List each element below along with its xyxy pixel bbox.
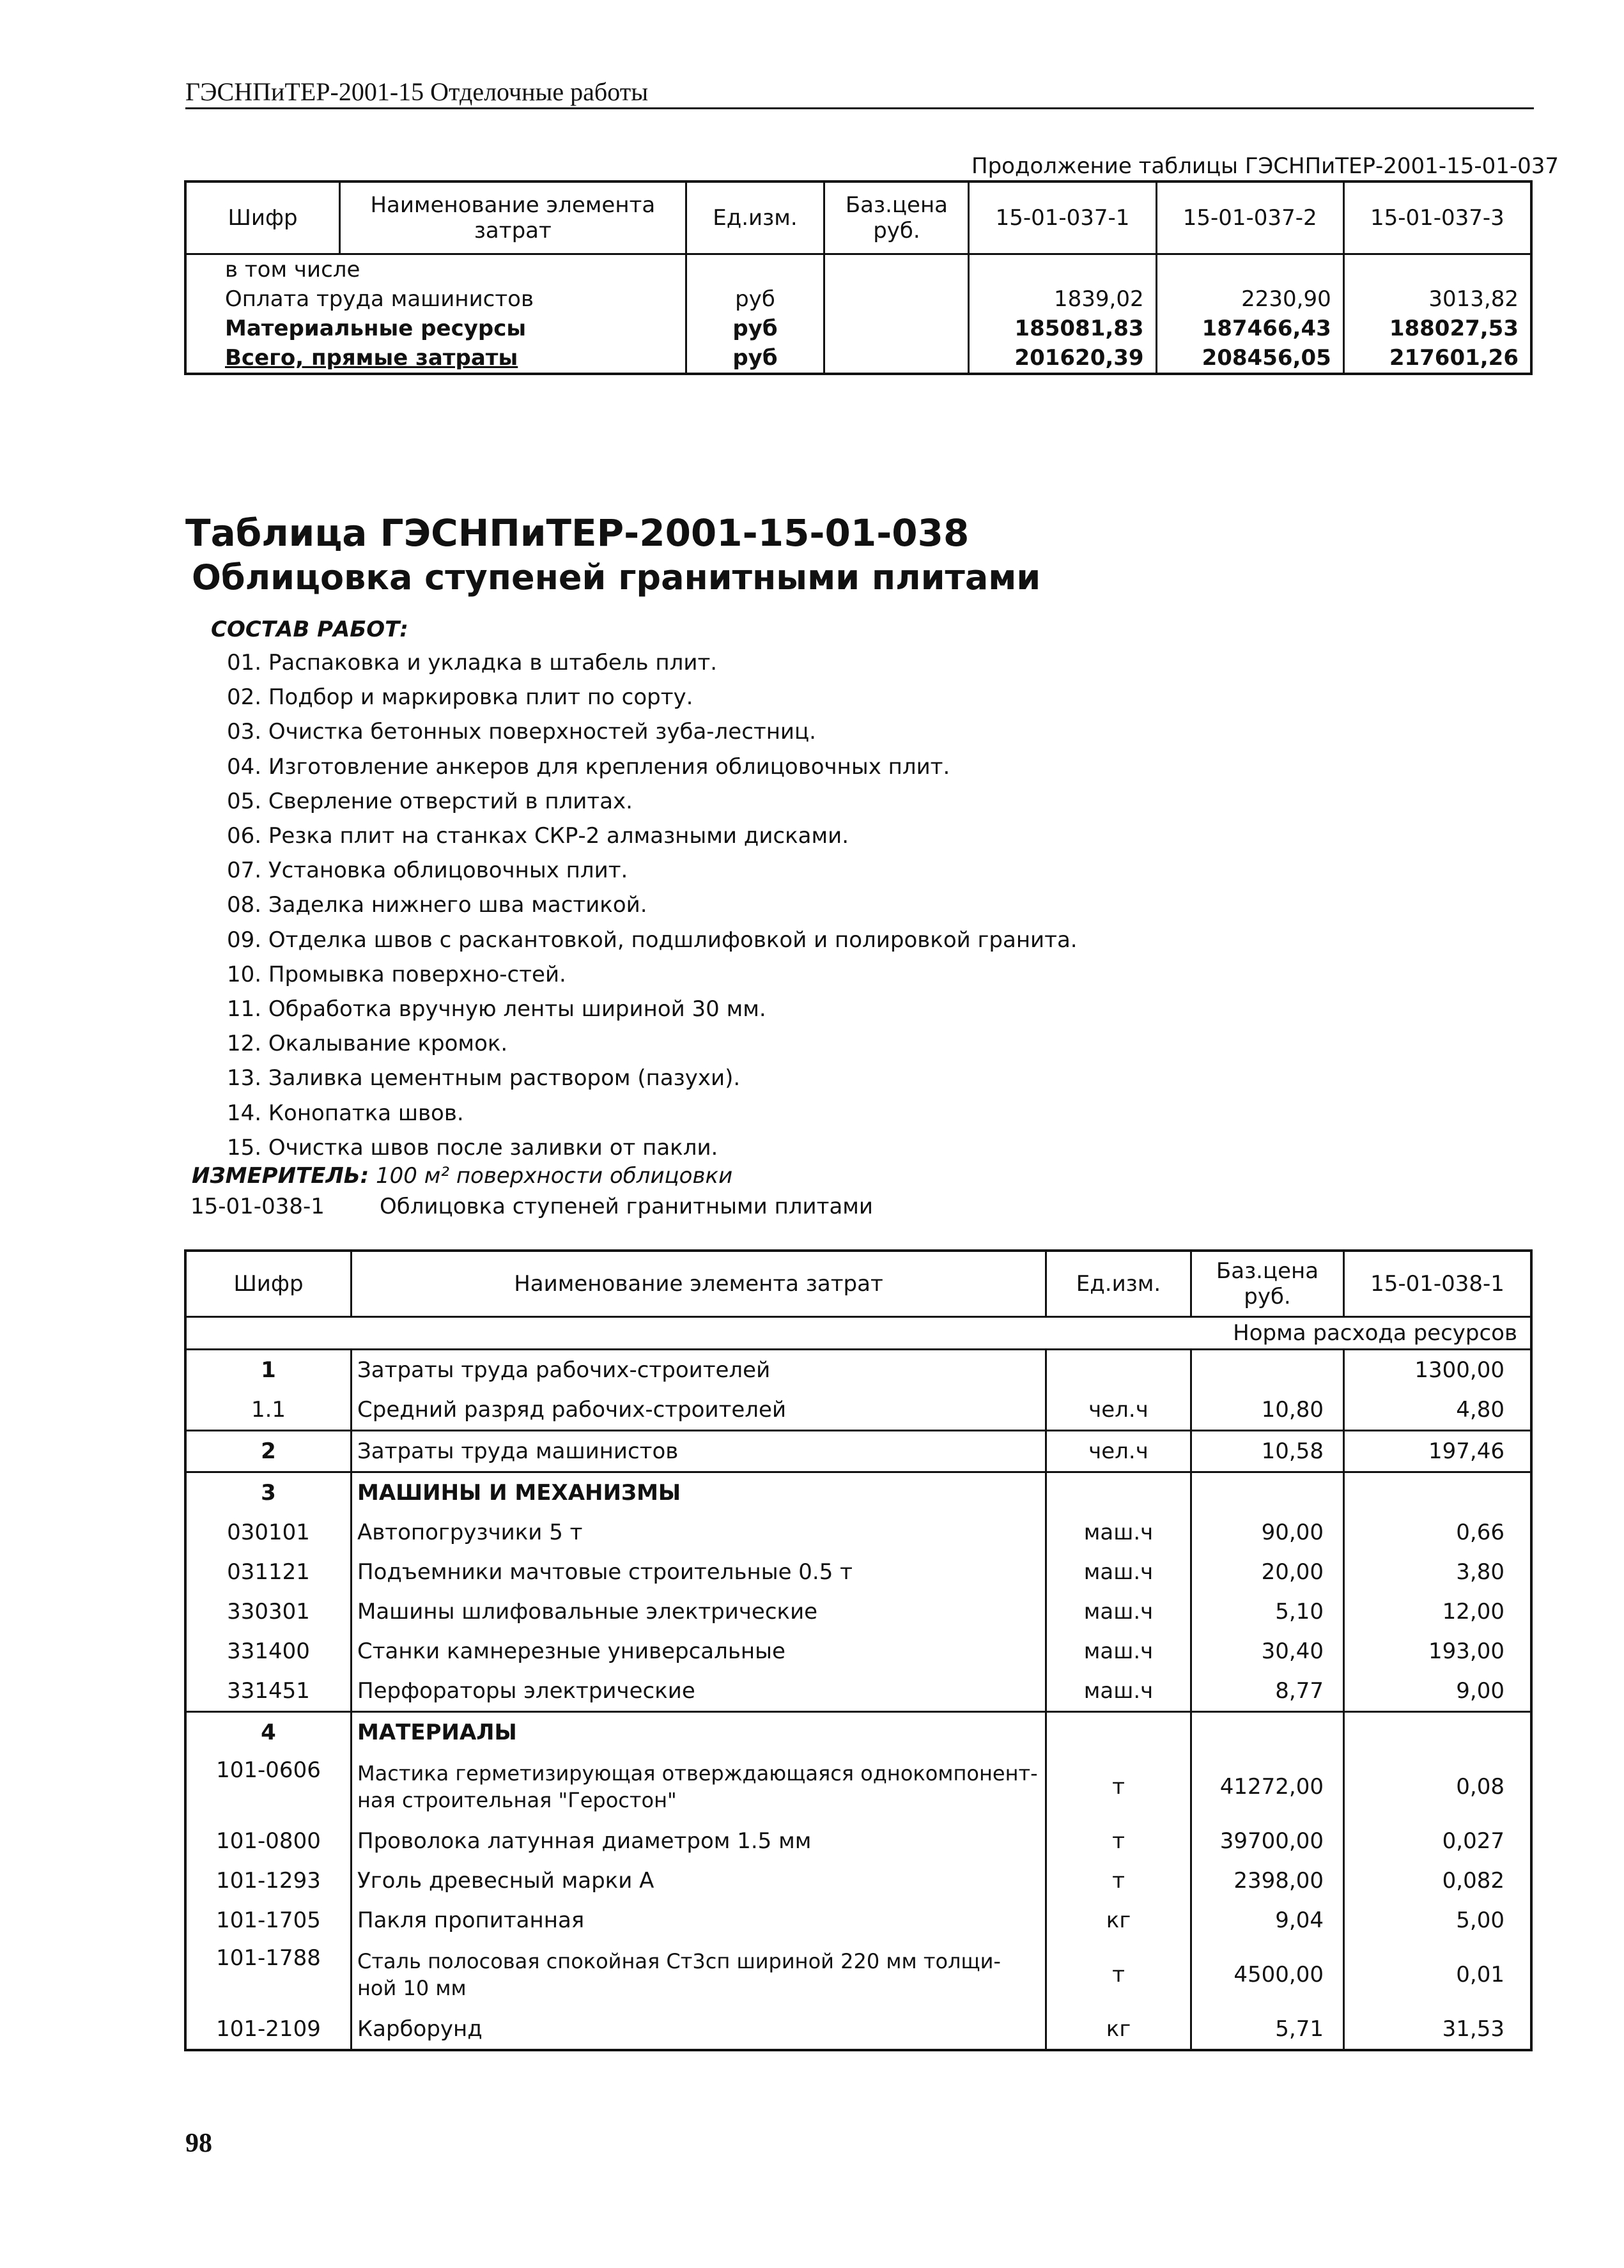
value-cell: 187466,43 (1156, 314, 1343, 343)
list-item: 04. Изготовление анкеров для крепления облицовочных плит. (227, 753, 950, 780)
list-item: 03. Очистка бетонных поверхностей зуба-лестниц. (227, 719, 816, 745)
unit-cell: руб (686, 314, 824, 343)
table-row: 101-2109 Карборунд кг 5,71 31,53 (185, 2009, 1531, 2050)
list-item: 13. Заливка цементным раствором (пазухи). (227, 1065, 741, 1092)
section-row: 3 МАШИНЫ И МЕХАНИЗМЫ (185, 1472, 1531, 1513)
row-label: Оплата труда машинистов (185, 284, 686, 314)
unit-cell: руб (686, 284, 824, 314)
list-item: 15. Очистка швов после заливки от пакли. (227, 1134, 718, 1161)
row-label: Материальные ресурсы (185, 314, 686, 343)
table-row (185, 343, 1531, 374)
value-cell: 3013,82 (1343, 284, 1531, 314)
continuation-table (184, 180, 1533, 375)
page-number: 98 (185, 2129, 212, 2158)
list-item: 11. Обработка вручную ленты шириной 30 мм. (227, 996, 766, 1022)
table-row: 1.1 Средний разряд рабочих-строителей чел.ч 10,80 4,80 (185, 1390, 1531, 1431)
table-row: 331400 Станки камнерезные универсальные маш.ч 30,40 193,00 (185, 1632, 1531, 1671)
row-label: Всего, прямые затраты (185, 343, 686, 374)
table-title: Таблица ГЭСНПиТЕР-2001-15-01-038 (185, 511, 970, 555)
resource-table (184, 1249, 1533, 2051)
table-row: 101-1788 Сталь полосовая спокойная Ст3сп шириной 220 мм толщи-ной 10 мм т 4500,00 0,01 (185, 1940, 1531, 2009)
unit-cell: руб (686, 343, 824, 374)
list-item: 06. Резка плит на станках СКР-2 алмазными дисками. (227, 823, 849, 849)
column-header: Ед.изм. (686, 181, 824, 254)
value-cell: 208456,05 (1156, 343, 1343, 374)
table-row: 330301 Машины шлифовальные электрические маш.ч 5,10 12,00 (185, 1592, 1531, 1632)
column-header: 15-01-038-1 (1344, 1251, 1532, 1317)
column-header: Шифр (185, 181, 340, 254)
column-header: Наименование элемента затрат (352, 1251, 1046, 1317)
value-cell: 1839,02 (969, 284, 1156, 314)
table-row: 030101 Автопогрузчики 5 т маш.ч 90,00 0,66 (185, 1513, 1531, 1552)
norm-caption: Норма расхода ресурсов (185, 1317, 1531, 1350)
table-row: 2 Затраты труда машинистов чел.ч 10,58 197,46 (185, 1431, 1531, 1472)
measure-value: 100 м² поверхности облицовки (376, 1163, 733, 1189)
table-row: 031121 Подъемники мачтовые строительные 0.5 т маш.ч 20,00 3,80 (185, 1552, 1531, 1592)
column-header: 15-01-037-1 (969, 181, 1156, 254)
table-row (185, 314, 1531, 343)
value-cell: 2230,90 (1156, 284, 1343, 314)
table-header-row (185, 1251, 1531, 1317)
value-cell: 185081,83 (969, 314, 1156, 343)
table-row: 331451 Перфораторы электрические маш.ч 8,77 9,00 (185, 1671, 1531, 1712)
table-row: 101-0606 Мастика герметизирующая отверждающаяся однокомпонент-ная строительная "Героcтон" т 41272,00 0,08 (185, 1752, 1531, 1821)
table-row (185, 284, 1531, 314)
column-header: Наименование элемента затрат (340, 181, 686, 254)
column-header: 15-01-037-2 (1156, 181, 1343, 254)
column-header: 15-01-037-3 (1343, 181, 1531, 254)
row-label: в том числе (185, 254, 686, 285)
measure-line (192, 1163, 732, 1189)
column-header: Баз.цена руб. (1191, 1251, 1344, 1317)
list-item: 05. Сверление отверстий в плитах. (227, 788, 633, 814)
table-row: 101-1705 Пакля пропитанная кг 9,04 5,00 (185, 1901, 1531, 1940)
measure-label: ИЗМЕРИТЕЛЬ: (192, 1163, 369, 1189)
column-header: Шифр (185, 1251, 352, 1317)
column-header: Ед.изм. (1046, 1251, 1191, 1317)
composition-label: СОСТАВ РАБОТ: (211, 617, 408, 642)
table-header-row (185, 181, 1531, 254)
item-code: 15-01-038-1 (190, 1194, 325, 1219)
running-head: ГЭСНПиТЕР-2001-15 Отделочные работы (185, 77, 649, 106)
list-item: 10. Промывка поверхно-стей. (227, 961, 566, 987)
continuation-caption: Продолжение таблицы ГЭСНПиТЕР-2001-15-01-037 (971, 153, 1559, 179)
list-item: 14. Конопатка швов. (227, 1100, 464, 1126)
list-item: 01. Распаковка и укладка в штабель плит. (227, 650, 718, 675)
column-header: Баз.цена руб. (824, 181, 969, 254)
header-rule (185, 107, 1534, 109)
value-cell: 188027,53 (1343, 314, 1531, 343)
item-name: Облицовка ступеней гранитными плитами (380, 1194, 874, 1219)
list-item: 09. Отделка швов с раскантовкой, подшлифовкой и полировкой гранита. (227, 927, 1078, 953)
table-row: 101-0800 Проволока латунная диаметром 1.5 мм т 39700,00 0,027 (185, 1821, 1531, 1861)
unit-cell (686, 254, 824, 285)
table-row (185, 254, 1531, 285)
table-subtitle: Облицовка ступеней гранитными плитами (192, 557, 1041, 598)
list-item: 12. Окалывание кромок. (227, 1031, 508, 1057)
list-item: 02. Подбор и маркировка плит по сорту. (227, 684, 693, 711)
table-row: 1 Затраты труда рабочих-строителей 1300,00 (185, 1350, 1531, 1391)
value-cell: 201620,39 (969, 343, 1156, 374)
section-row: 4 МАТЕРИАЛЫ (185, 1712, 1531, 1753)
table-row: 101-1293 Уголь древесный марки А т 2398,00 0,082 (185, 1861, 1531, 1901)
code-line (190, 1194, 874, 1219)
list-item: 07. Установка облицовочных плит. (227, 858, 628, 884)
value-cell: 217601,26 (1343, 343, 1531, 374)
list-item: 08. Заделка нижнего шва мастикой. (227, 892, 647, 918)
norm-caption-row (185, 1317, 1531, 1350)
works-list (227, 645, 1078, 1165)
